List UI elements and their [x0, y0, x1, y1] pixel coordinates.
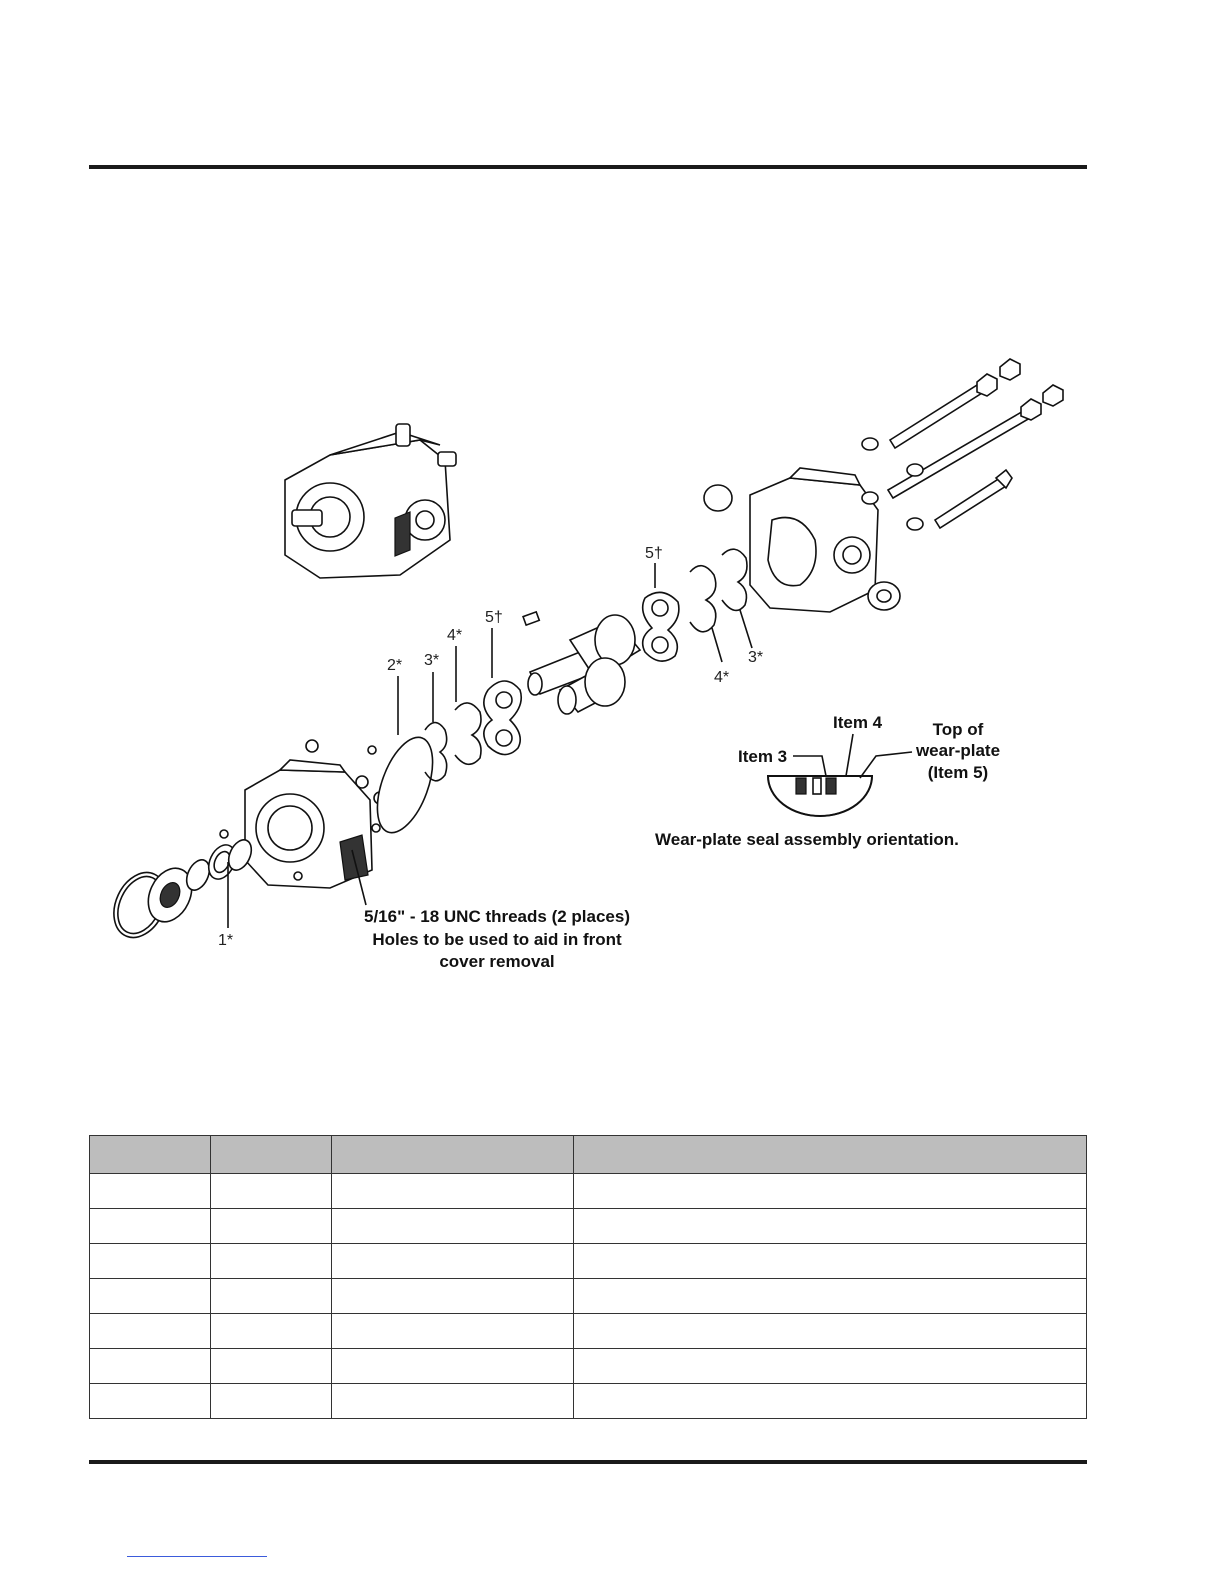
- table-cell: [90, 1384, 211, 1419]
- table-cell: [573, 1314, 1087, 1349]
- callout-item-4-front: 4*: [447, 627, 463, 644]
- rear-wear-plate-seals: [690, 549, 747, 632]
- gear-shaft-assembly: [523, 612, 640, 714]
- table-cell: [90, 1314, 211, 1349]
- table-cell: [331, 1209, 573, 1244]
- front-seal-stack: [104, 836, 256, 946]
- table-cell: [573, 1279, 1087, 1314]
- assembled-pump-illustration: [285, 424, 456, 578]
- table-header-cell: [210, 1136, 331, 1174]
- table-cell: [573, 1209, 1087, 1244]
- table-cell: [573, 1384, 1087, 1419]
- table-header-cell: [90, 1136, 211, 1174]
- callout-item-5-front: 5†: [485, 609, 503, 626]
- detail-top-label-2: wear-plate: [915, 741, 1001, 760]
- table-cell: [331, 1244, 573, 1279]
- threads-note-line-3: cover removal: [439, 952, 555, 971]
- parts-table: [89, 1135, 1087, 1419]
- table-cell: [573, 1174, 1087, 1209]
- table-cell: [210, 1174, 331, 1209]
- threads-note-line-1: 5/16" - 18 UNC threads (2 places): [364, 907, 630, 926]
- through-bolts: [862, 359, 1063, 530]
- table-row: [90, 1384, 1087, 1419]
- table-cell: [90, 1244, 211, 1279]
- rear-wear-plate: [643, 592, 679, 661]
- table-cell: [331, 1279, 573, 1314]
- table-cell: [573, 1349, 1087, 1384]
- table-row: [90, 1209, 1087, 1244]
- table-cell: [210, 1209, 331, 1244]
- table-row: [90, 1279, 1087, 1314]
- callout-item-5-rear: 5†: [645, 545, 663, 562]
- front-wear-plate: [484, 681, 521, 755]
- table-cell: [210, 1244, 331, 1279]
- table-header-cell: [573, 1136, 1087, 1174]
- callout-item-1: 1*: [218, 932, 234, 949]
- table-cell: [210, 1384, 331, 1419]
- table-header-cell: [331, 1136, 573, 1174]
- threads-note: [364, 907, 630, 971]
- callout-item-2: 2*: [387, 657, 403, 674]
- rear-body-illustration: [704, 468, 900, 612]
- table-cell: [331, 1349, 573, 1384]
- table-cell: [90, 1349, 211, 1384]
- detail-top-label-3: (Item 5): [927, 763, 989, 782]
- seal-orientation-detail: [655, 713, 1000, 849]
- table-row: [90, 1349, 1087, 1384]
- footer-link-underline[interactable]: [127, 1556, 267, 1557]
- bottom-rule: [89, 1460, 1087, 1464]
- callout-item-4-rear: 4*: [714, 669, 730, 686]
- detail-item-3-label: Item 3: [738, 747, 788, 766]
- threads-note-line-2: Holes to be used to aid in front: [372, 930, 622, 949]
- table-cell: [331, 1314, 573, 1349]
- table-cell: [90, 1209, 211, 1244]
- table-row: [90, 1314, 1087, 1349]
- table-cell: [331, 1174, 573, 1209]
- table-cell: [90, 1174, 211, 1209]
- table-cell: [331, 1384, 573, 1419]
- table-cell: [210, 1279, 331, 1314]
- detail-top-label-1: Top of: [932, 720, 984, 739]
- table-row: [90, 1174, 1087, 1209]
- detail-caption: Wear-plate seal assembly orientation.: [655, 830, 959, 849]
- table-header-row: [90, 1136, 1087, 1174]
- table-cell: [90, 1279, 211, 1314]
- callout-item-3-rear: 3*: [748, 649, 764, 666]
- table-cell: [573, 1244, 1087, 1279]
- table-cell: [210, 1349, 331, 1384]
- table-row: [90, 1244, 1087, 1279]
- detail-item-4-label: Item 4: [833, 713, 883, 732]
- table-cell: [210, 1314, 331, 1349]
- callout-item-3-front: 3*: [424, 652, 440, 669]
- item-2-o-ring: [366, 730, 443, 840]
